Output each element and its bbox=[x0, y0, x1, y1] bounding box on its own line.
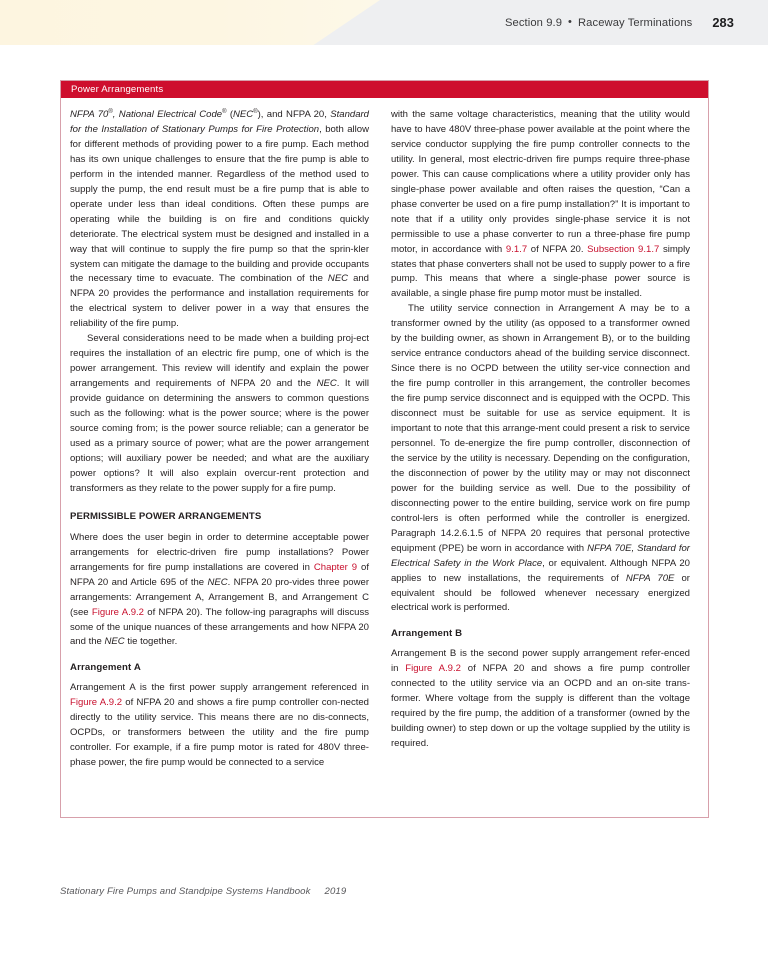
registered-mark-icon: ® bbox=[222, 108, 227, 115]
link-figure-a-9-2[interactable]: Figure A.9.2 bbox=[405, 663, 461, 675]
link-figure-a-9-2[interactable]: Figure A.9.2 bbox=[70, 697, 123, 709]
paragraph-considerations: Several considerations need to be made when a building proj-ect requires the installation of an electric fire pump, one of which is the power arrangement. This review will identify and explain the power arrangements and requirements of NFPA 20 and the NEC. It will provide guidance on determining the answers to common questions such as the following: what is the power source; where is the power source coming from; is the power source reliable; can a generator be used as a primary source of power; what are the power arrangement options; will auxiliary power be needed; and what are the auxiliary power options? It will also explain overcur-rent protection and transformers as they relate to the power supply for a fire pump. bbox=[70, 333, 369, 494]
subheading-arrangement-b: Arrangement B bbox=[391, 628, 463, 640]
paragraph-arrangement-a: Arrangement A is the first power supply arrangement referenced in Figure A.9.2 of NFPA 20 and shows a fire pump controller con-nected directly to the utility service. This means there are no dis-connects, OCPDs, or transformers between the utility and the fire pump controller. For example, if a fire pump motor is rated for 480V three-phase power, the fire pump would be connected to a service bbox=[70, 682, 369, 769]
link-subsection-9-1-7[interactable]: Subsection 9.1.7 bbox=[587, 243, 660, 255]
left-column bbox=[70, 108, 369, 771]
paragraph-where-to-begin: Where does the user begin in order to determine acceptable power arrangements for electric-driven fire pump installations? Power arrangements for fire pump installations are covered in Chapter 9 of NFPA 20 and Article 695 of the NEC. NFPA 20 pro-vides three power arrangements: Arrangement A, Arrangement B, and Arrangement C (see Figure A.9.2 of NFPA 20). The follow-ing paragraphs will discuss some of the unique nuances of these arrangements and how NFPA 20 and the NEC tie together. bbox=[70, 531, 370, 648]
ref-nec-title: National Electrical Code bbox=[118, 109, 223, 120]
paragraph-arrangement-b: Arrangement B is the second power supply arrangement refer-enced in Figure A.9.2 of NFPA 20 and shows a fire pump controller connected to the utility service via an OCPD and an on-site trans-former. Where voltage from the supply is different than the voltage required by the fire pump, the addition of a transformer (owned by the building owner) to step down or up the voltage supplied by the utility is required. bbox=[391, 648, 690, 750]
footer-year: 2019 bbox=[324, 886, 347, 897]
link-figure-a-9-2[interactable]: Figure A.9.2 bbox=[91, 606, 144, 618]
header-cream-band bbox=[0, 0, 380, 45]
feature-title: Power Arrangements bbox=[71, 84, 164, 95]
paragraph-voltage-characteristics: with the same voltage characteristics, meaning that the utility would have to have 480V three-phase power available at the point where the service conductor supplying the fire pump controller connects to the utility. In general, most electric-driven fire pumps require three-phase power. This can cause complications where a utility provider only has single-phase power available and often raises the question, “Can a phase converter be used on a fire pump installation?” It is important to note that if a utility only provides single-phase service it is not permissible to use a phase converter to run a three-phase fire pump motor, in accordance with 9.1.7 of NFPA 20. Subsection 9.1.7 simply states that phase converters shall not be used to supply power to a fire pump. This means that where a single-phase power source is available, a single phase fire pump motor must be installed. bbox=[391, 109, 690, 300]
page-running-header bbox=[0, 0, 768, 45]
feature-title-bar bbox=[61, 81, 708, 98]
ref-nfpa70e-title: NFPA 70E, Standard for Electrical Safety in the Work Place bbox=[391, 542, 690, 569]
subheading-permissible-power-arrangements: PERMISSIBLE POWER ARRANGEMENTS bbox=[70, 510, 262, 522]
header-section-title: Raceway Terminations bbox=[578, 16, 693, 29]
header-section-label: Section 9.9 bbox=[504, 16, 563, 29]
footer-book-title: Stationary Fire Pumps and Standpipe Systems Handbook bbox=[60, 886, 311, 897]
link-chapter-9[interactable]: Chapter 9 bbox=[313, 561, 358, 573]
registered-mark-icon: ® bbox=[108, 108, 113, 115]
paragraph-utility-service-connection: The utility service connection in Arrangement A may be to a transformer owned by the utility (as opposed to a transformer owned by the building owner, as shown in Arrangement B), or to the building service entrance conductors ahead of the building service disconnect. Since there is no OCPD between the utility ser-vice connection and the fire pump controller in this arrangement, the controller becomes the fire pump service disconnect and is equipped with the OCPD. This disconnect must be suitable for use as service equipment. It is important to note that this arrange-ment could present a risk to service personnel. To de-energize the fire pump controller, disconnection of the service by the utility is necessary. Depending on the configuration, the disconnection of power by the utility may or may not disconnect power for the building service as well. Due to the possibility of disconnecting power to the entire building, service work on fire pump control-lers is often performed while the controller is energized. Paragraph 14.2.6.1.5 of NFPA 20 requires that personal protective equipment (PPE) be worn in accordance with NFPA 70E, Standard for Electrical Safety in the Work Place, or equivalent. Although NFPA 20 applies to new installations, the requirements of NFPA 70E or equivalent should be followed whenever necessary energized electrical work is performed. bbox=[391, 303, 690, 614]
ref-nec-abbr: NEC bbox=[233, 109, 254, 120]
page-number: 283 bbox=[712, 15, 734, 30]
paragraph-intro: NFPA 70®, National Electrical Code® (NEC®), and NFPA 20, Standard for the Installation of Stationary Pumps for Fire Protection, both allow for different methods of providing power to a fire pump. Each method has its own unique challenges to ensure that the fire pump is able to perform in the intended manner. Regardless of the method used to supply the pump, the end result must be a fire pump that is able to operate under less than ideal conditions. Often these pumps are operating while the building is on fire and conditions quickly deteriorate. The electrical system must be designed and installed in a way that will continue to supply the fire pump so that the sprin-kler system can mitigate the damage to the building and provide occupants the necessary time to evacuate. The combination of the NEC and NFPA 20 provides the performance and installation requirements for the electrical system to deliver power in a way that ensures the reliability of the fire pump. bbox=[70, 108, 369, 330]
two-column-body bbox=[61, 98, 708, 771]
page-running-footer bbox=[60, 886, 346, 897]
ref-nfpa70: NFPA 70 bbox=[70, 109, 109, 120]
header-section-breadcrumb bbox=[505, 17, 692, 29]
power-arrangements-feature-box bbox=[60, 80, 709, 818]
registered-mark-icon: ® bbox=[253, 108, 258, 115]
link-section-9-1-7[interactable]: 9.1.7 bbox=[505, 243, 528, 255]
header-bullet-separator: • bbox=[568, 16, 572, 28]
header-text-group bbox=[505, 0, 734, 45]
right-column bbox=[391, 108, 690, 771]
ref-nfpa20-title: Standard for the Installation of Stationary Pumps for Fire Protection bbox=[70, 109, 369, 135]
ref-nfpa70e: NFPA 70E bbox=[625, 572, 675, 584]
subheading-arrangement-a: Arrangement A bbox=[70, 662, 141, 674]
